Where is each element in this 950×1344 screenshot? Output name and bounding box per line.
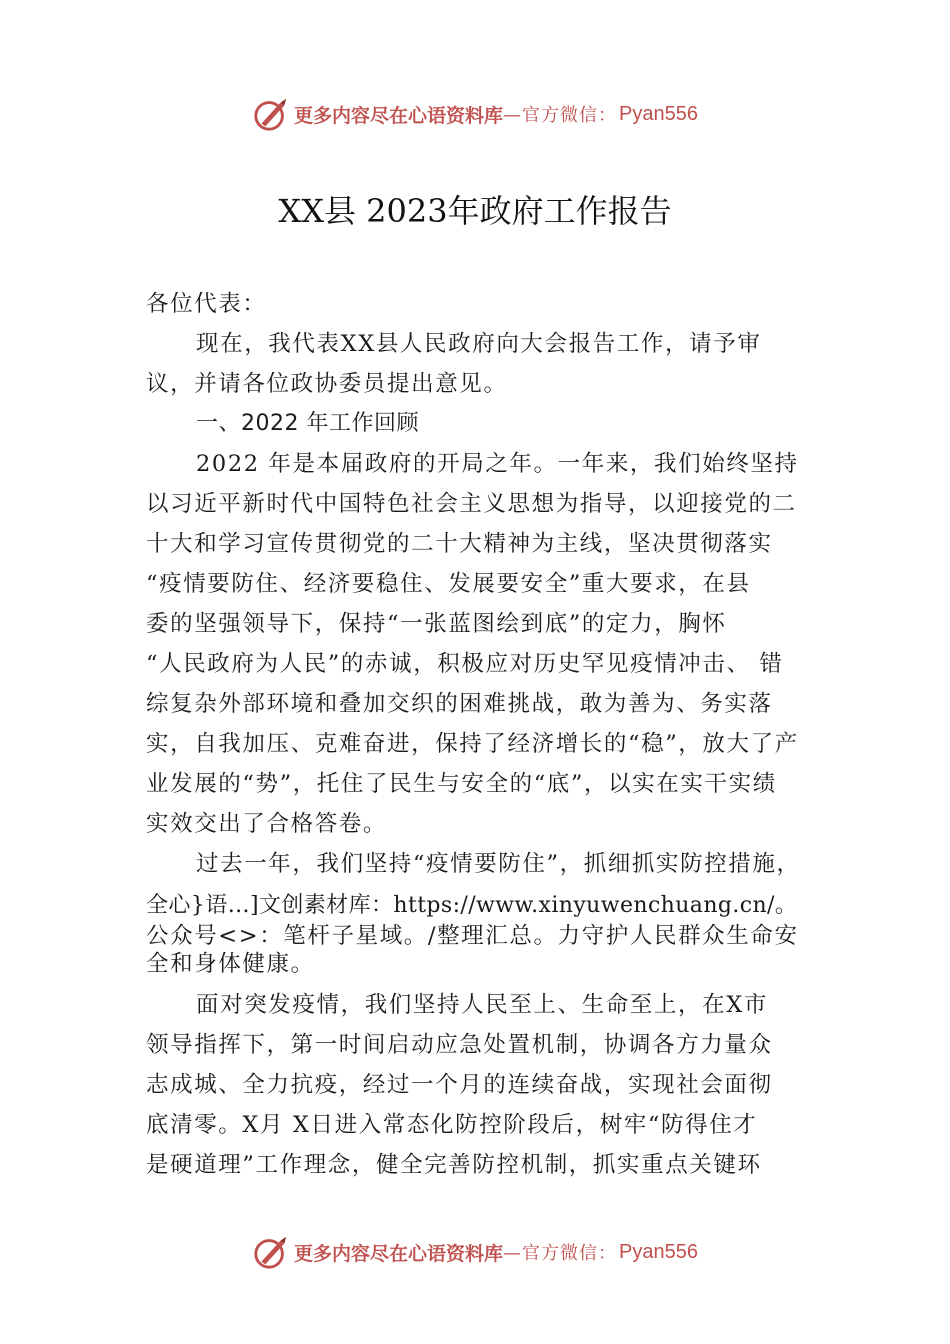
- document-title: XX县 2023年政府工作报告: [278, 192, 672, 230]
- watermark-right-text: —官方微信：: [503, 105, 618, 126]
- paragraph-line: “疫情要防住、经济要稳住、发展要安全”重大要求，在县: [146, 571, 751, 597]
- paragraph-line: 以习近平新时代中国特色社会主义思想为指导，以迎接党的二: [146, 491, 797, 517]
- watermark-wechat-id: Pyan556: [619, 1240, 698, 1263]
- paragraph-line: 议，并请各位政协委员提出意见。: [146, 371, 508, 397]
- paragraph-line: 全心}语…]文创素材库：https://www.xinyuwenchuang.cn/。: [146, 893, 798, 918]
- pen-logo-icon: [252, 95, 290, 133]
- watermark-left-text: 更多内容尽在心语资料库: [294, 1242, 504, 1265]
- paragraph-line: 过去一年，我们坚持“疫情要防住”，抓细抓实防控措施，: [196, 851, 801, 877]
- watermark-left-text: 更多内容尽在心语资料库: [294, 104, 504, 127]
- pen-logo-icon: [252, 1233, 290, 1271]
- paragraph-line: 综复杂外部环境和叠加交织的困难挑战，敢为善为、务实落: [146, 691, 773, 717]
- paragraph-line: 志成城、全力抗疫，经过一个月的连续奋战，实现社会面彻: [146, 1072, 773, 1098]
- paragraph-line: 委的坚强领导下，保持“一张蓝图绘到底”的定力，胸怀: [146, 611, 727, 637]
- paragraph-line: 全和身体健康。: [146, 951, 315, 977]
- paragraph-line: 领导指挥下，第一时间启动应急处置机制，协调各方力量众: [146, 1032, 773, 1058]
- watermark-banner-bottom: [0, 1232, 950, 1272]
- paragraph-line: 业发展的“势”，托住了民生与安全的“底”，以实在实干实绩: [146, 771, 777, 797]
- paragraph-line: 实，自我加压、克难奋进，保持了经济增长的“稳”，放大了产: [146, 731, 799, 757]
- paragraph-line: “人民政府为人民”的赤诚，积极应对历史罕见疫情冲击、 错: [146, 651, 784, 677]
- watermark-right-text: —官方微信：: [503, 1243, 618, 1264]
- paragraph-line: 实效交出了合格答卷。: [146, 811, 388, 837]
- paragraph-line: 公众号<>：笔杆子星域。/整理汇总。力守护人民群众生命安: [146, 923, 799, 949]
- paragraph-line: 面对突发疫情，我们坚持人民至上、生命至上，在X市: [196, 992, 768, 1018]
- watermark-wechat-id: Pyan556: [619, 102, 698, 125]
- paragraph-line: 2022 年是本届政府的开局之年。一年来，我们始终坚持: [196, 451, 799, 477]
- paragraph-line: 是硬道理”工作理念，健全完善防控机制，抓实重点关键环: [146, 1152, 762, 1178]
- paragraph-line: 底清零。X月 X日进入常态化防控阶段后，树牢“防得住才: [146, 1112, 758, 1138]
- paragraph-line: 现在，我代表XX县人民政府向大会报告工作，请予审: [196, 331, 762, 357]
- salutation: 各位代表：: [146, 291, 267, 317]
- paragraph-line: 十大和学习宣传贯彻党的二十大精神为主线，坚决贯彻落实: [146, 531, 773, 557]
- section-heading: 一、2022 年工作回顾: [196, 411, 419, 436]
- watermark-banner-top: [0, 94, 950, 134]
